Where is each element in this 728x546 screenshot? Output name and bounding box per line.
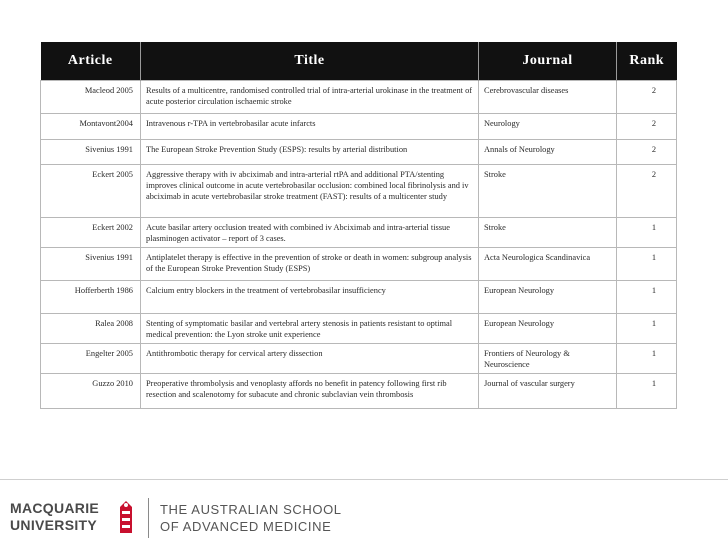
cell-rank: 1 (617, 374, 677, 409)
cell-title: Acute basilar artery occlusion treated with combined iv Abciximab and intra-arterial tissue plasminogen activator – report of 3 cases. (141, 218, 479, 248)
cell-title: Results of a multicentre, randomised controlled trial of intra-arterial urokinase in the treatment of acute posterior circulation ischaemic stroke (141, 81, 479, 114)
cell-article: Engelter 2005 (41, 344, 141, 374)
cell-rank: 2 (617, 140, 677, 165)
cell-title: Preoperative thrombolysis and venoplasty affords no benefit in patency following first rib resection and scalenotomy for subacute and chronic subclavian vein thrombosis (141, 374, 479, 409)
cell-journal: European Neurology (479, 281, 617, 314)
cell-title: Antithrombotic therapy for cervical artery dissection (141, 344, 479, 374)
cell-article: Guzzo 2010 (41, 374, 141, 409)
university-name-line1: MACQUARIE (10, 500, 100, 516)
header-journal: Journal (479, 42, 617, 81)
cell-rank: 2 (617, 114, 677, 140)
cell-article: Macleod 2005 (41, 81, 141, 114)
cell-journal: Cerebrovascular diseases (479, 81, 617, 114)
cell-rank: 1 (617, 314, 677, 344)
header-article: Article (41, 42, 141, 81)
articles-table (40, 42, 677, 409)
cell-title: Calcium entry blockers in the treatment of vertebrobasilar insufficiency (141, 281, 479, 314)
table-row (41, 281, 677, 314)
cell-journal: Acta Neurologica Scandinavica (479, 248, 617, 281)
cell-journal: Frontiers of Neurology & Neuroscience (479, 344, 617, 374)
table-row (41, 344, 677, 374)
cell-journal: Stroke (479, 165, 617, 218)
cell-article: Eckert 2005 (41, 165, 141, 218)
articles-table-container (40, 42, 676, 409)
cell-journal: European Neurology (479, 314, 617, 344)
cell-title: The European Stroke Prevention Study (ESPS): results by arterial distribution (141, 140, 479, 165)
cell-journal: Annals of Neurology (479, 140, 617, 165)
cell-title: Antiplatelet therapy is effective in the prevention of stroke or death in women: subgroup analysis of the European Stroke Prevention Study (ESPS) (141, 248, 479, 281)
cell-rank: 1 (617, 344, 677, 374)
school-name (160, 501, 342, 535)
cell-rank: 2 (617, 165, 677, 218)
cell-rank: 1 (617, 218, 677, 248)
cell-article: Sivenius 1991 (41, 248, 141, 281)
cell-article: Ralea 2008 (41, 314, 141, 344)
cell-title: Intravenous r-TPA in vertebrobasilar acute infarcts (141, 114, 479, 140)
table-row (41, 165, 677, 218)
cell-article: Sivenius 1991 (41, 140, 141, 165)
footer-logo-divider (148, 498, 149, 538)
footer-divider-line (0, 479, 728, 480)
table-row (41, 248, 677, 281)
cell-article: Eckert 2002 (41, 218, 141, 248)
cell-rank: 1 (617, 281, 677, 314)
cell-rank: 2 (617, 81, 677, 114)
table-row (41, 114, 677, 140)
cell-article: Hofferberth 1986 (41, 281, 141, 314)
header-rank: Rank (617, 42, 677, 81)
school-name-line1: THE AUSTRALIAN SCHOOL (160, 502, 342, 517)
school-name-line2: OF ADVANCED MEDICINE (160, 519, 332, 534)
cell-rank: 1 (617, 248, 677, 281)
cell-journal: Journal of vascular surgery (479, 374, 617, 409)
cell-article: Montavont2004 (41, 114, 141, 140)
university-name-line2: UNIVERSITY (10, 517, 98, 533)
macquarie-lighthouse-crest-icon (113, 499, 139, 535)
cell-journal: Stroke (479, 218, 617, 248)
header-title: Title (141, 42, 479, 81)
table-row (41, 140, 677, 165)
university-logo-text (10, 500, 99, 534)
table-row (41, 218, 677, 248)
table-row (41, 314, 677, 344)
table-row (41, 81, 677, 114)
cell-journal: Neurology (479, 114, 617, 140)
table-header-row (41, 42, 677, 81)
cell-title: Aggressive therapy with iv abciximab and intra-arterial rtPA and additional PTA/stenting improves clinical outcome in acute vertebrobasilar occlusion: combined local fibrinolysis and iv abciximab in acute vertebrobasilar stroke treatment (FAST): results of a multicenter study (141, 165, 479, 218)
cell-title: Stenting of symptomatic basilar and vertebral artery stenosis in patients resistant to optimal medical prevention: the Lyon stroke unit experience (141, 314, 479, 344)
table-row (41, 374, 677, 409)
